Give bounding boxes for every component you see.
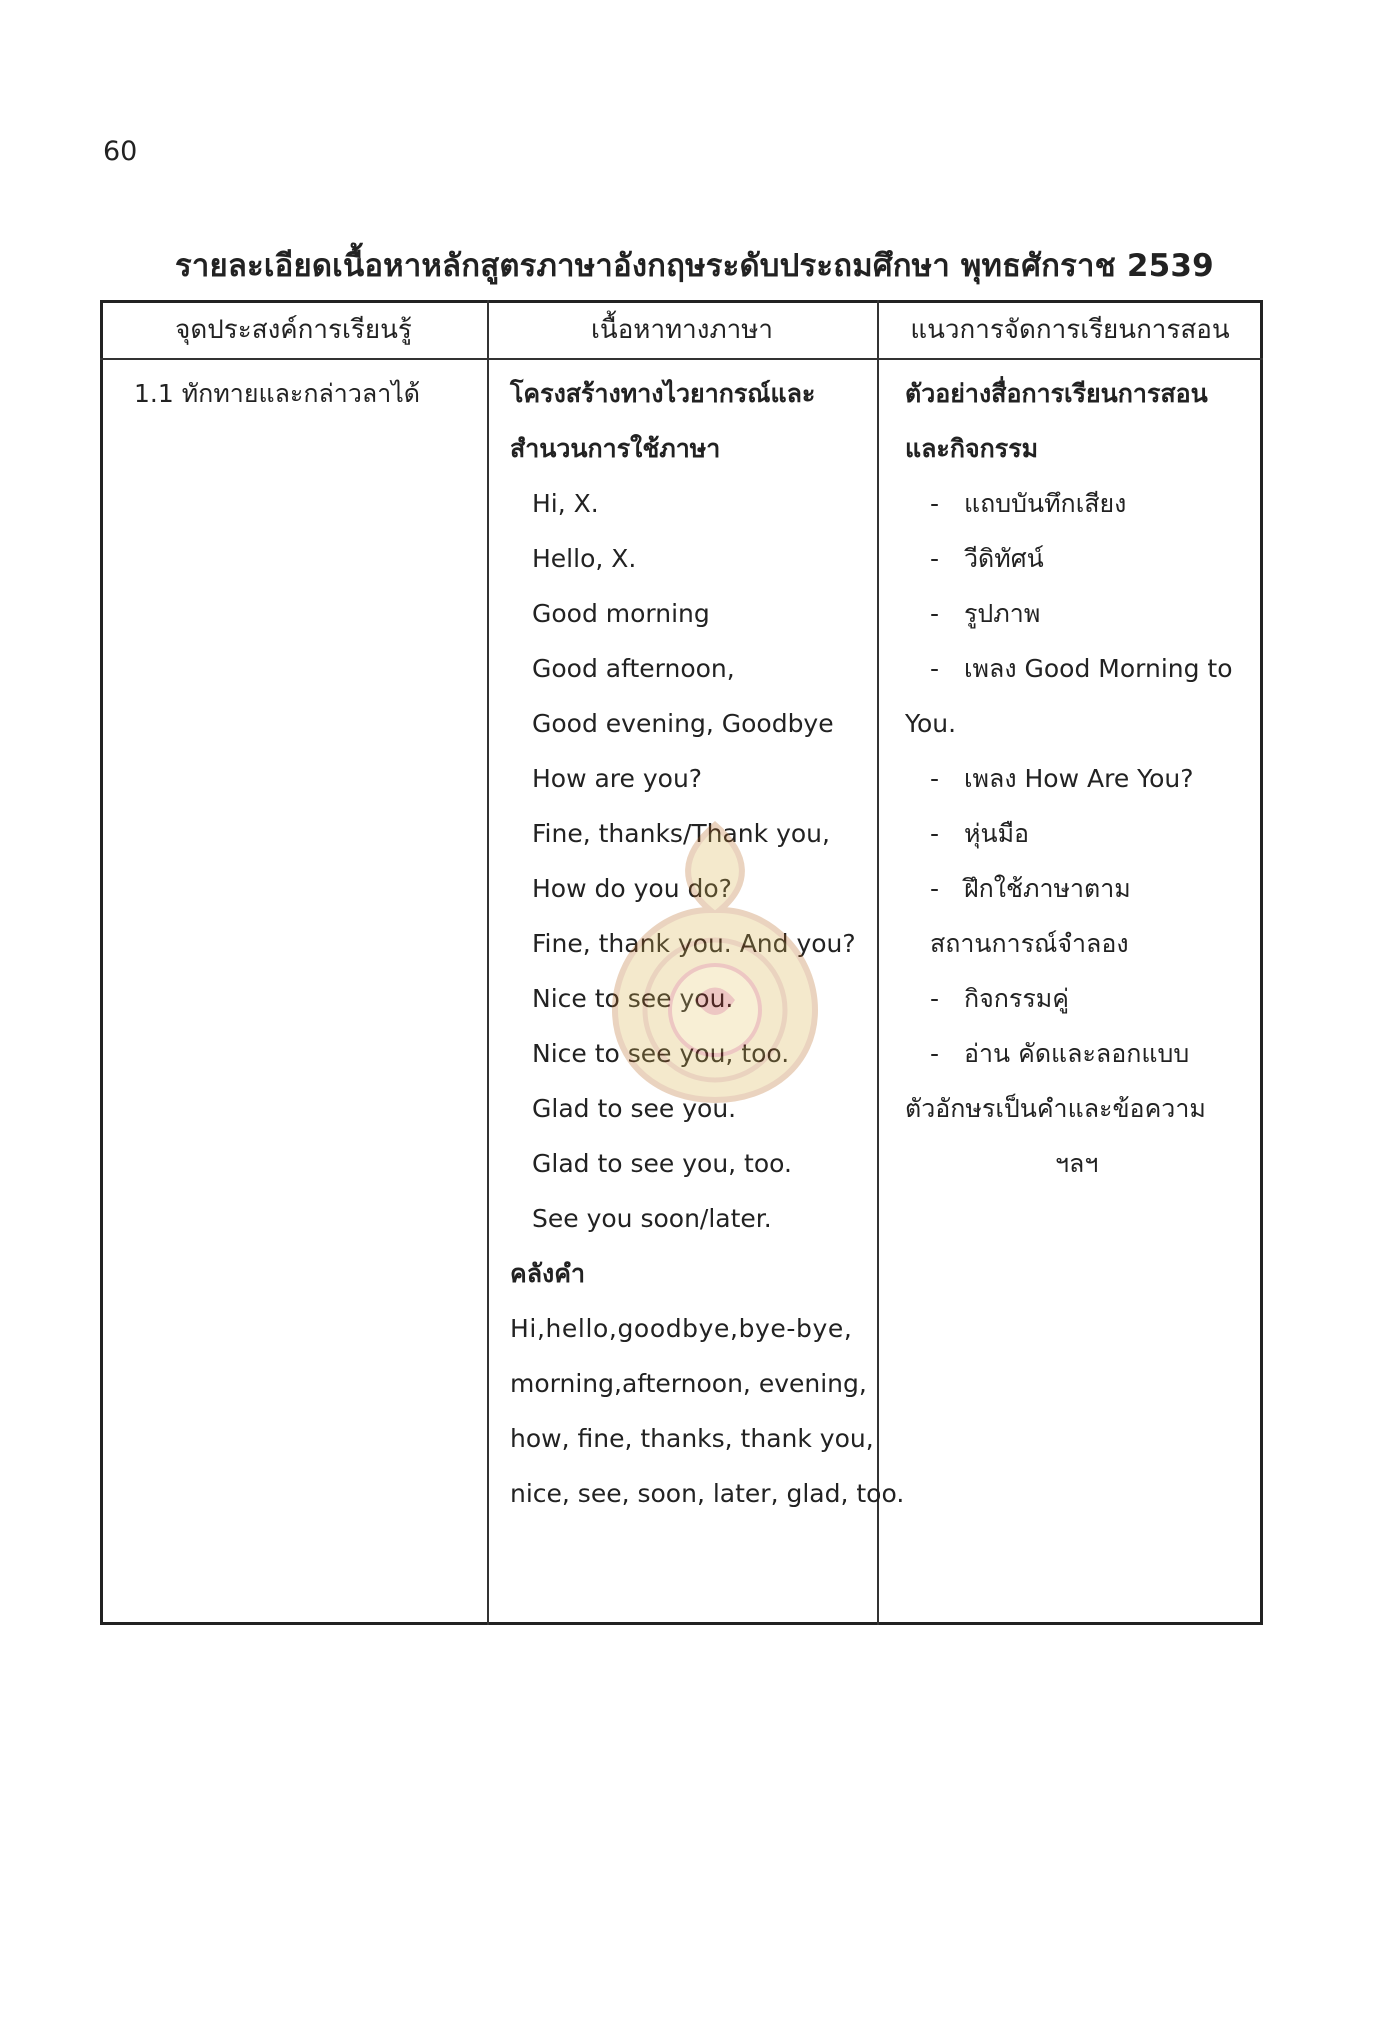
- expression-item: Hi, X.: [532, 489, 599, 518]
- expression-item: Good morning: [532, 599, 710, 628]
- expression-item: Hello, X.: [532, 544, 637, 573]
- vocabulary-heading: คลังคำ: [510, 1259, 586, 1288]
- media-item-cont: You.: [905, 709, 957, 738]
- media-item-cont: ตัวอักษรเป็นคำและข้อความ: [905, 1094, 1206, 1123]
- column-divider: [487, 300, 489, 1625]
- header-teaching-approach: แนวการจัดการเรียนการสอน: [910, 314, 1230, 345]
- vocabulary-line: nice, see, soon, later, glad, too.: [510, 1479, 905, 1508]
- expression-item: How are you?: [532, 764, 703, 793]
- media-item: - แถบบันทึกเสียง: [930, 489, 1127, 518]
- grammar-heading: โครงสร้างทางไวยากรณ์และ: [510, 379, 816, 408]
- media-item: - ฝึกใช้ภาษาตาม: [930, 874, 1131, 903]
- curriculum-table: [100, 300, 1263, 1625]
- vocabulary-line: how, fine, thanks, thank you,: [510, 1424, 874, 1453]
- expression-item: Nice to see you, too.: [532, 1039, 790, 1068]
- grammar-heading-cont: สำนวนการใช้ภาษา: [510, 434, 721, 463]
- media-heading-cont: และกิจกรรม: [905, 434, 1039, 463]
- expression-item: Glad to see you.: [532, 1094, 737, 1123]
- header-divider: [100, 358, 1263, 360]
- column-divider: [877, 300, 879, 1625]
- media-item: - อ่าน คัดและลอกแบบ: [930, 1039, 1190, 1068]
- vocabulary-line: morning,afternoon, evening,: [510, 1369, 867, 1398]
- media-item: - วีดิทัศน์: [930, 544, 1044, 573]
- header-objective: จุดประสงค์การเรียนรู้: [175, 314, 412, 345]
- expression-item: How do you do?: [532, 874, 732, 903]
- expression-item: Good evening, Goodbye: [532, 709, 834, 738]
- content-column: [510, 366, 905, 1521]
- expression-item: Nice to see you.: [532, 984, 734, 1013]
- page-number: 60: [103, 136, 138, 167]
- vocabulary-line: Hi,hello,goodbye,bye-bye,: [510, 1314, 853, 1343]
- media-item: - หุ่นมือ: [930, 819, 1030, 848]
- expression-item: Glad to see you, too.: [532, 1149, 792, 1178]
- media-item: - รูปภาพ: [930, 599, 1041, 628]
- media-item: - เพลง How Are You?: [930, 764, 1194, 793]
- media-heading: ตัวอย่างสื่อการเรียนการสอน: [905, 379, 1208, 408]
- header-language-content: เนื้อหาทางภาษา: [591, 314, 773, 345]
- media-item: - เพลง Good Morning to: [930, 654, 1233, 683]
- document-title: รายละเอียดเนื้อหาหลักสูตรภาษาอังกฤษระดับประถมศึกษา พุทธศักราช 2539: [175, 248, 1214, 284]
- etc-mark: ฯลฯ: [1055, 1149, 1099, 1178]
- media-item-cont: สถานการณ์จำลอง: [930, 929, 1129, 958]
- expression-item: Fine, thanks/Thank you,: [532, 819, 830, 848]
- expression-item: Fine, thank you. And you?: [532, 929, 856, 958]
- teaching-column: [905, 366, 1255, 1191]
- expression-item: Good afternoon,: [532, 654, 735, 683]
- objective-column: [134, 366, 474, 421]
- media-item: - กิจกรรมคู่: [930, 984, 1069, 1013]
- objective-text: 1.1 ทักทายและกล่าวลาได้: [134, 379, 421, 408]
- expression-item: See you soon/later.: [532, 1204, 772, 1233]
